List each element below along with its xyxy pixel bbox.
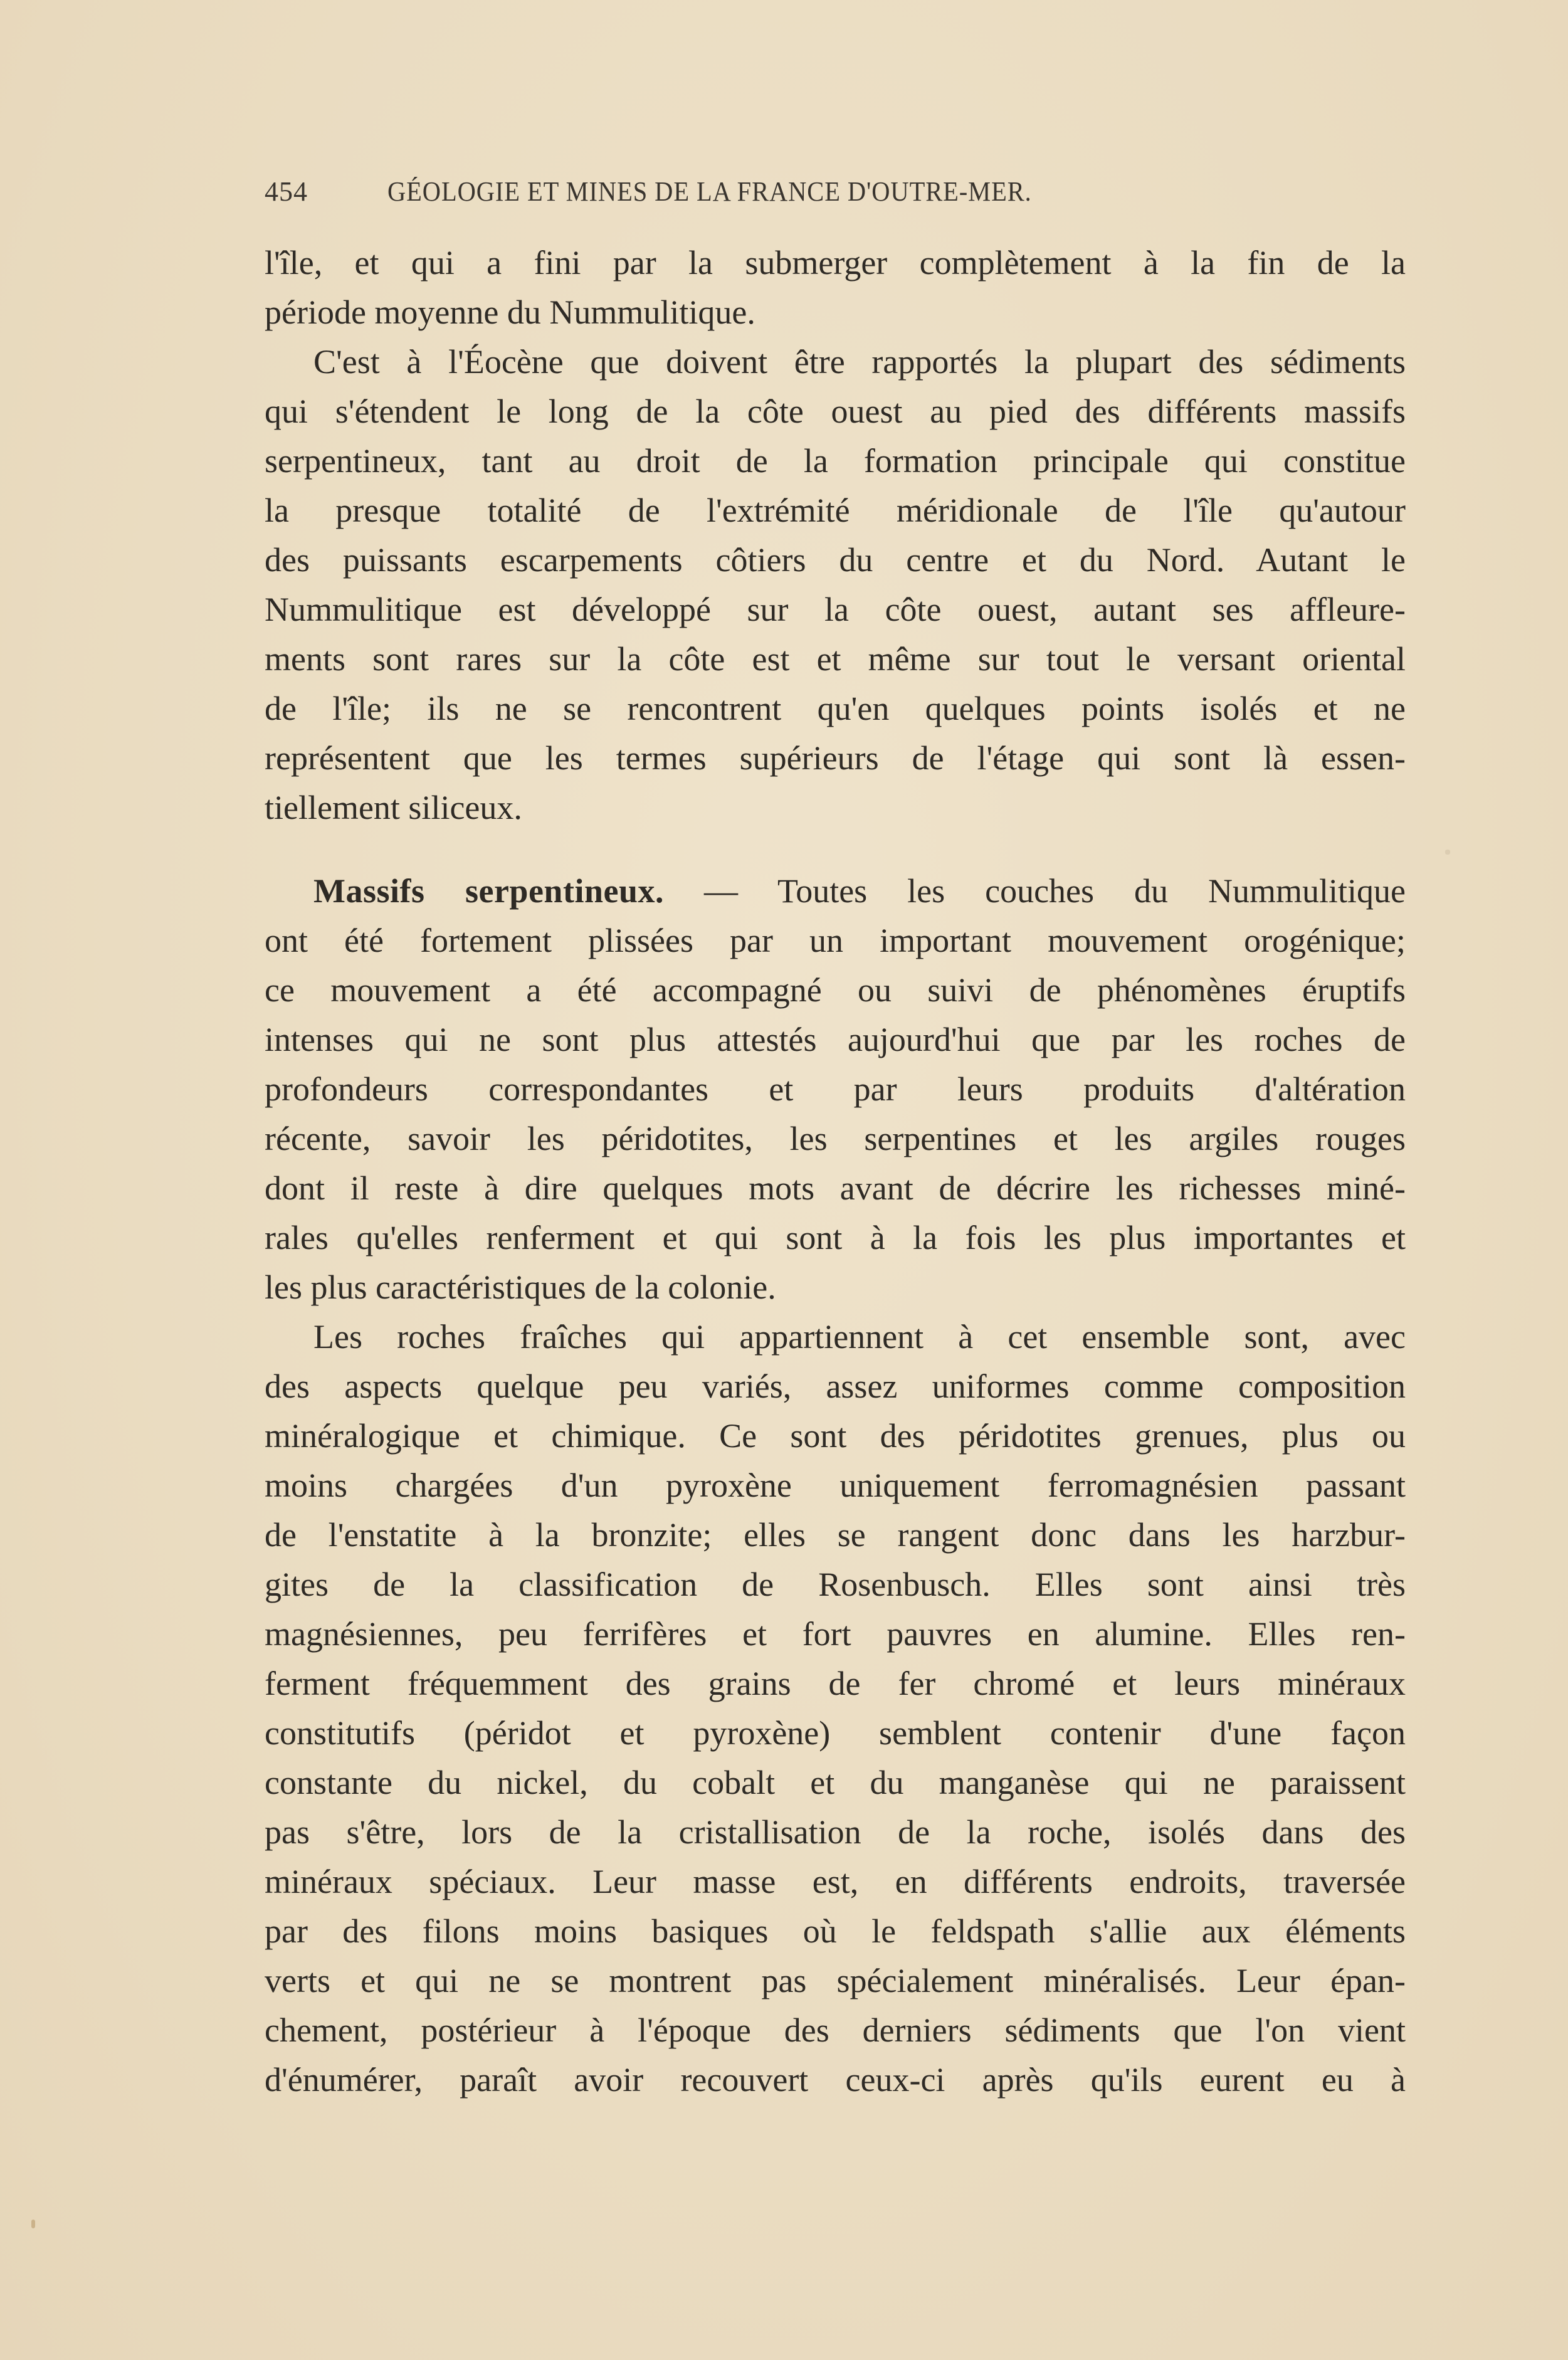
text-line: profondeurs correspondantes et par leurs produits d'altération [265, 1070, 1406, 1108]
text-line: Nummulitique est développé sur la côte ouest, autant ses affleure- [265, 591, 1406, 628]
text-line: minéralogique et chimique. Ce sont des péridotites grenues, plus ou [265, 1417, 1406, 1455]
text-line: chement, postérieur à l'époque des derniers sédiments que l'on vient [265, 2011, 1406, 2049]
text-line: magnésiennes, peu ferrifères et fort pauvres en alumine. Elles ren- [265, 1615, 1406, 1653]
paper-blemish [31, 2220, 35, 2228]
text-line: par des filons moins basiques où le feldspath s'allie aux éléments [265, 1912, 1406, 1950]
text-line: l'île, et qui a fini par la submerger complètement à la fin de la [265, 244, 1406, 282]
text-line: verts et qui ne se montrent pas spécialement minéralisés. Leur épan- [265, 1962, 1406, 1999]
text-line: constitutifs (péridot et pyroxène) semblent contenir d'une façon [265, 1714, 1406, 1752]
text-line: période moyenne du Nummulitique. [265, 293, 755, 331]
text-line-rest: — Toutes les couches du Nummulitique [663, 872, 1406, 910]
text-line [265, 867, 1406, 916]
text-line: pas s'être, lors de la cristallisation de la roche, isolés dans des [265, 1813, 1406, 1851]
paragraph [265, 238, 1406, 337]
paragraph [265, 1312, 1406, 2105]
text-line: dont il reste à dire quelques mots avant de décrire les richesses miné- [265, 1169, 1406, 1207]
text-line: intenses qui ne sont plus attestés aujourd'hui que par les roches de [265, 1021, 1406, 1058]
paragraph-section-massifs [265, 867, 1406, 1312]
text-line: Les roches fraîches qui appartiennent à cet ensemble sont, avec [313, 1318, 1406, 1356]
text-line: minéraux spéciaux. Leur masse est, en différents endroits, traversée [265, 1863, 1406, 1900]
paper-blemish [1445, 850, 1450, 855]
text-line: constante du nickel, du cobalt et du manganèse qui ne paraissent [265, 1764, 1406, 1801]
text-line: de l'île; ils ne se rencontrent qu'en quelques points isolés et ne [265, 690, 1406, 727]
text-line: la presque totalité de l'extrémité méridionale de l'île qu'autour [265, 492, 1406, 529]
text-line: de l'enstatite à la bronzite; elles se rangent donc dans les harzbur- [265, 1516, 1406, 1554]
text-line: qui s'étendent le long de la côte ouest au pied des différents massifs [265, 392, 1406, 430]
text-line: serpentineux, tant au droit de la formation principale qui constitue [265, 442, 1406, 480]
text-line: ferment fréquemment des grains de fer chromé et leurs minéraux [265, 1665, 1406, 1702]
text-line: rales qu'elles renferment et qui sont à la fois les plus importantes et [265, 1219, 1406, 1256]
text-line: d'énumérer, paraît avoir recouvert ceux-ci après qu'ils eurent eu à [265, 2061, 1406, 2099]
section-title: Massifs serpentineux. [313, 872, 664, 910]
text-line: représentent que les termes supérieurs de l'étage qui sont là essen- [265, 739, 1406, 777]
paragraph [265, 337, 1406, 833]
text-line: des aspects quelque peu variés, assez uniformes comme composition [265, 1367, 1406, 1405]
running-header [265, 176, 1406, 213]
text-line: tiellement siliceux. [265, 789, 522, 826]
text-line: ont été fortement plissées par un important mouvement orogénique; [265, 922, 1406, 959]
text-line: moins chargées d'un pyroxène uniquement ferromagnésien passant [265, 1467, 1406, 1504]
text-line: gites de la classification de Rosenbusch. Elles sont ainsi très [265, 1566, 1406, 1603]
text-line: les plus caractéristiques de la colonie. [265, 1268, 776, 1306]
text-line: ce mouvement a été accompagné ou suivi de phénomènes éruptifs [265, 971, 1406, 1009]
text-line: C'est à l'Éocène que doivent être rapportés la plupart des sédiments [313, 343, 1406, 381]
page-number: 454 [265, 176, 308, 207]
running-title: GÉOLOGIE ET MINES DE LA FRANCE D'OUTRE-MER. [387, 176, 1032, 207]
body-text [265, 238, 1406, 2105]
section-spacer [265, 833, 1406, 867]
text-line: des puissants escarpements côtiers du centre et du Nord. Autant le [265, 541, 1406, 579]
text-line: ments sont rares sur la côte est et même sur tout le versant oriental [265, 640, 1406, 678]
book-page [265, 176, 1406, 2105]
text-line: récente, savoir les péridotites, les serpentines et les argiles rouges [265, 1120, 1406, 1157]
